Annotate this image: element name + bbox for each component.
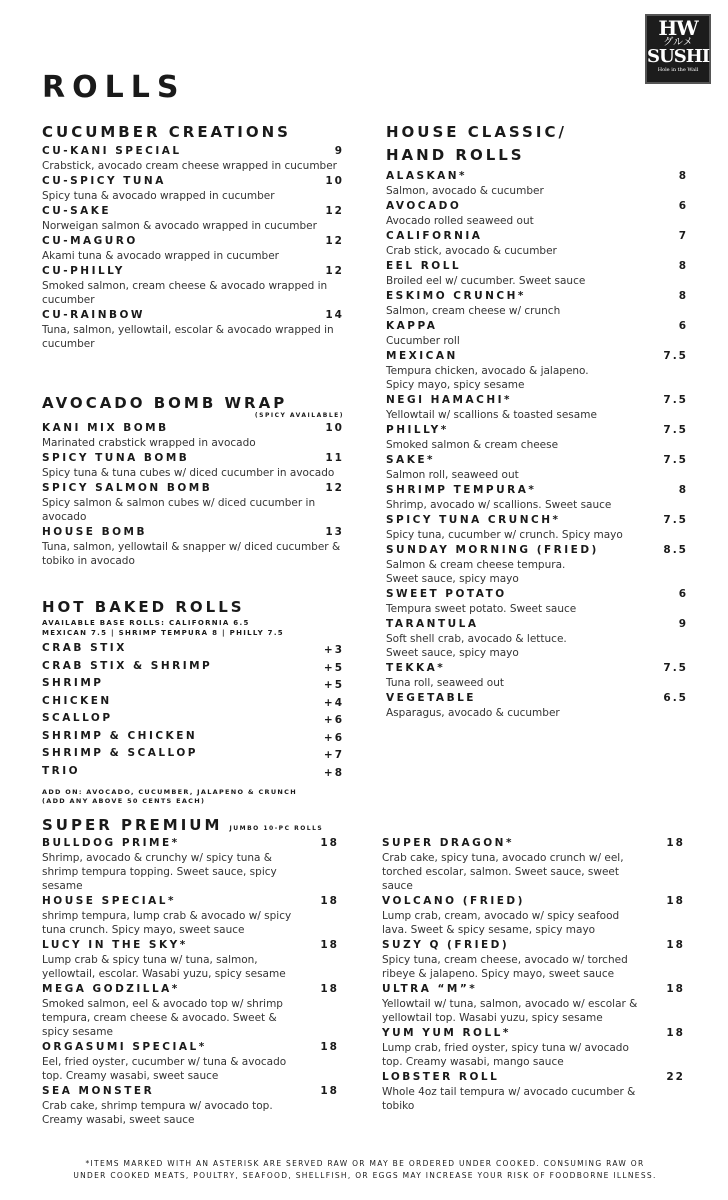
item-desc: Tuna roll, seaweed out: [386, 677, 504, 689]
item-price: 8: [678, 260, 688, 272]
item-name: ULTRA “M”*: [382, 983, 478, 995]
item-price: 8: [678, 170, 688, 182]
item-name: YUM YUM ROLL*: [382, 1027, 511, 1039]
menu-item: [42, 143, 344, 173]
raw-food-disclaimer: [20, 1158, 710, 1182]
item-name: SPICY TUNA BOMB: [42, 452, 190, 464]
item-name: TEKKA*: [386, 662, 446, 674]
menu-item: [386, 690, 688, 720]
super-premium-left: [42, 835, 339, 1127]
item-desc: Salmon & cream cheese tempura. Sweet sauce, spicy mayo: [386, 559, 566, 585]
item-price: +8: [323, 766, 344, 779]
item-name: CHICKEN: [42, 694, 112, 707]
item-price: 13: [325, 526, 344, 538]
menu-item: [386, 348, 688, 392]
menu-item: [386, 586, 688, 616]
menu-item: [386, 512, 688, 542]
item-name: AVOCADO: [386, 200, 462, 212]
item-desc: Eel, fried oyster, cucumber w/ tuna & avocado top. Creamy wasabi, sweet sauce: [42, 1056, 287, 1082]
menu-item: [42, 450, 344, 480]
item-desc: Akami tuna & avocado wrapped in cucumber: [42, 250, 279, 262]
section-title-house-classic-2: HAND ROLLS: [386, 146, 525, 164]
menu-item: [42, 745, 344, 763]
item-price: 7.5: [663, 662, 688, 674]
item-name: ESKIMO CRUNCH*: [386, 290, 526, 302]
item-name: CU-RAINBOW: [42, 309, 146, 321]
item-price: 18: [320, 983, 339, 995]
menu-item: [42, 728, 344, 746]
item-desc: Cucumber roll: [386, 335, 460, 347]
item-price: 12: [325, 235, 344, 247]
menu-item: [42, 937, 339, 981]
menu-item: [386, 542, 688, 586]
logo-line2: グルメ: [663, 37, 693, 48]
item-price: 18: [320, 1041, 339, 1053]
super-premium-right: [382, 835, 685, 1113]
item-price: 9: [334, 145, 344, 157]
menu-item: [386, 168, 688, 198]
item-name: SPICY TUNA CRUNCH*: [386, 514, 561, 526]
item-name: CU-SPICY TUNA: [42, 175, 166, 187]
item-price: 14: [325, 309, 344, 321]
item-price: +5: [323, 679, 344, 691]
item-price: 6.5: [663, 692, 688, 704]
item-desc: Spicy tuna & tuna cubes w/ diced cucumber in avocado: [42, 467, 335, 479]
item-name: CALIFORNIA: [386, 230, 483, 242]
disclaimer-line1: *ITEMS MARKED WITH AN ASTERISK ARE SERVED RAW OR MAY BE ORDERED UNDER COOKED. CONSUMING RAW OR: [85, 1159, 645, 1168]
item-name: SCALLOP: [42, 712, 113, 724]
item-name: VOLCANO (FRIED): [382, 895, 525, 907]
item-name: CU-KANI SPECIAL: [42, 145, 182, 157]
item-price: 18: [320, 1085, 339, 1097]
item-desc: Shrimp, avocado & crunchy w/ spicy tuna & shrimp tempura topping. Sweet sauce, spicy sesame: [42, 852, 277, 892]
item-price: 18: [666, 895, 685, 907]
item-desc: Marinated crabstick wrapped in avocado: [42, 437, 256, 449]
menu-item: [42, 307, 344, 351]
item-desc: Lump crab, fried oyster, spicy tuna w/ avocado top. Creamy wasabi, mango sauce: [382, 1042, 629, 1068]
item-name: BULLDOG PRIME*: [42, 837, 180, 849]
menu-item: [42, 658, 344, 676]
item-desc: Spicy tuna & avocado wrapped in cucumber: [42, 190, 275, 202]
menu-item: [382, 1069, 685, 1113]
menu-item: [42, 763, 344, 781]
menu-item: [42, 893, 339, 937]
item-name: MEXICAN: [386, 350, 458, 362]
item-price: 22: [666, 1071, 685, 1083]
item-name: SWEET POTATO: [386, 588, 507, 600]
item-price: 18: [666, 1027, 685, 1039]
hot-baked-section: [42, 596, 344, 806]
item-name: PHILLY*: [386, 424, 449, 436]
item-name: SUNDAY MORNING (FRIED): [386, 544, 599, 556]
logo-line1: HW: [658, 16, 698, 40]
item-price: 7.5: [663, 394, 688, 406]
item-price: 10: [325, 175, 344, 187]
item-price: 10: [325, 422, 344, 434]
item-desc: Crab cake, shrimp tempura w/ avocado top. Creamy wasabi, sweet sauce: [42, 1100, 273, 1126]
item-desc: Asparagus, avocado & cucumber: [386, 707, 560, 719]
item-name: SUZY Q (FRIED): [382, 939, 510, 951]
item-desc: Smoked salmon, cream cheese & avocado wrapped in cucumber: [42, 280, 328, 306]
item-desc: Yellowtail w/ scallions & toasted sesame: [386, 409, 597, 421]
section-title-house-classic-1: HOUSE CLASSIC/: [386, 123, 567, 141]
item-price: 7: [678, 230, 688, 242]
item-name: EEL ROLL: [386, 260, 462, 272]
item-desc: Crabstick, avocado cream cheese wrapped in cucumber: [42, 160, 337, 172]
item-name: TARANTULA: [386, 618, 479, 630]
item-price: +6: [323, 714, 344, 726]
hw-sushi-logo: [645, 14, 711, 84]
menu-item: [42, 675, 344, 693]
item-name: SHRIMP & CHICKEN: [42, 729, 198, 742]
menu-item: [382, 835, 685, 893]
menu-item: [386, 616, 688, 660]
item-desc: shrimp tempura, lump crab & avocado w/ spicy tuna crunch. Spicy mayo, sweet sauce: [42, 910, 292, 936]
section-title-hot-baked: HOT BAKED ROLLS: [42, 598, 245, 616]
menu-item: [382, 1025, 685, 1069]
menu-item: [386, 258, 688, 288]
item-desc: Spicy tuna, cream cheese, avocado w/ torched ribeye & jalapeno. Spicy mayo, sweet sauce: [382, 954, 628, 980]
base-rolls-line1: AVAILABLE BASE ROLLS: CALIFORNIA 6.5: [42, 619, 250, 627]
item-desc: Tuna, salmon, yellowtail, escolar & avocado wrapped in cucumber: [42, 324, 334, 350]
item-price: 6: [678, 200, 688, 212]
item-price: 7.5: [663, 424, 688, 436]
item-price: 7.5: [663, 350, 688, 362]
menu-item: [382, 893, 685, 937]
item-price: +4: [323, 696, 344, 709]
item-price: 8: [678, 484, 688, 496]
item-desc: Tempura chicken, avocado & jalapeno. Spicy mayo, spicy sesame: [386, 365, 589, 391]
item-price: 8.5: [663, 544, 688, 556]
cucumber-section: [42, 121, 344, 351]
add-on-line2: (ADD ANY ABOVE 50 CENTS EACH): [42, 797, 206, 805]
menu-item: [42, 640, 344, 658]
item-desc: Salmon, avocado & cucumber: [386, 185, 544, 197]
house-classic-section: [386, 121, 688, 720]
super-premium-header: [42, 814, 342, 836]
menu-item: [382, 981, 685, 1025]
item-desc: Whole 4oz tail tempura w/ avocado cucumber & tobiko: [382, 1086, 636, 1112]
item-name: SAKE*: [386, 454, 435, 466]
menu-item: [386, 452, 688, 482]
base-rolls-line2: MEXICAN 7.5 | SHRIMP TEMPURA 8 | PHILLY 7.5: [42, 629, 284, 637]
item-desc: Smoked salmon, eel & avocado top w/ shrimp tempura, cream cheese & avocado. Sweet & spicy sesame: [42, 998, 283, 1038]
menu-item: [386, 288, 688, 318]
item-desc: Avocado rolled seaweed out: [386, 215, 534, 227]
item-name: CRAB STIX: [42, 642, 127, 654]
item-name: SHRIMP: [42, 677, 104, 689]
item-price: 11: [325, 452, 344, 464]
menu-item: [42, 1039, 339, 1083]
item-name: SHRIMP & SCALLOP: [42, 747, 198, 759]
disclaimer-line2: UNDER COOKED MEATS, POULTRY, SEAFOOD, SHELLFISH, OR EGGS MAY INCREASE YOUR RISK OF FOODBORNE ILLNESS.: [73, 1171, 657, 1180]
section-title-cucumber: CUCUMBER CREATIONS: [42, 123, 291, 141]
item-desc: Lump crab, cream, avocado w/ spicy seafood lava. Sweet & spicy sesame, spicy mayo: [382, 910, 620, 936]
item-desc: Tempura sweet potato. Sweet sauce: [386, 603, 577, 615]
item-price: 18: [666, 983, 685, 995]
item-name: CU-MAGURO: [42, 235, 138, 247]
item-name: MEGA GODZILLA*: [42, 983, 180, 995]
logo-line3: SUSHI: [647, 46, 710, 67]
menu-item: [386, 482, 688, 512]
item-name: SEA MONSTER: [42, 1085, 155, 1097]
section-title-avocado: AVOCADO BOMB WRAP: [42, 394, 288, 412]
item-desc: Yellowtail w/ tuna, salmon, avocado w/ escolar & yellowtail top. Wasabi yuzu, spicy sesame: [382, 998, 638, 1024]
item-price: +3: [323, 644, 344, 656]
menu-item: [386, 660, 688, 690]
item-name: LOBSTER ROLL: [382, 1071, 500, 1083]
item-desc: Norweigan salmon & avocado wrapped in cucumber: [42, 220, 317, 232]
item-desc: Broiled eel w/ cucumber. Sweet sauce: [386, 275, 586, 287]
menu-item: [42, 420, 344, 450]
item-desc: Soft shell crab, avocado & lettuce. Sweet sauce, spicy mayo: [386, 633, 567, 659]
item-price: 6: [678, 320, 688, 332]
menu-item: [386, 318, 688, 348]
item-desc: Salmon, cream cheese w/ crunch: [386, 305, 561, 317]
item-desc: Crab cake, spicy tuna, avocado crunch w/ eel, torched escolar, salmon. Sweet sauce, sweet sauce: [382, 852, 624, 892]
item-desc: Smoked salmon & cream cheese: [386, 439, 559, 451]
item-price: 18: [320, 895, 339, 907]
item-name: ORGASUMI SPECIAL*: [42, 1041, 207, 1053]
item-desc: Salmon roll, seaweed out: [386, 469, 519, 481]
item-name: CU-SAKE: [42, 205, 112, 217]
menu-item: [42, 693, 344, 711]
item-desc: Shrimp, avocado w/ scallions. Sweet sauce: [386, 499, 612, 511]
item-price: +7: [323, 749, 344, 761]
menu-item: [42, 480, 344, 524]
item-name: CU-PHILLY: [42, 265, 125, 277]
item-desc: Spicy salmon & salmon cubes w/ diced cucumber in avocado: [42, 497, 316, 523]
menu-item: [42, 263, 344, 307]
item-name: TRIO: [42, 764, 81, 777]
item-name: SPICY SALMON BOMB: [42, 482, 213, 494]
item-price: +6: [323, 731, 344, 744]
item-price: 6: [678, 588, 688, 600]
menu-item: [42, 981, 339, 1039]
item-name: KANI MIX BOMB: [42, 422, 169, 434]
menu-item: [386, 228, 688, 258]
spicy-available-note: (SPICY AVAILABLE): [254, 412, 344, 419]
item-price: 18: [666, 939, 685, 951]
item-price: 7.5: [663, 514, 688, 526]
item-desc: Spicy tuna, cucumber w/ crunch. Spicy mayo: [386, 529, 623, 541]
logo-line4: Hole in the Wall: [657, 67, 699, 73]
menu-item: [386, 392, 688, 422]
item-price: 8: [678, 290, 688, 302]
item-name: LUCY IN THE SKY*: [42, 939, 188, 951]
item-price: 7.5: [663, 454, 688, 466]
menu-item: [42, 173, 344, 203]
jumbo-note: JUMBO 10-PC ROLLS: [229, 825, 324, 832]
item-name: HOUSE SPECIAL*: [42, 895, 176, 907]
item-price: 12: [325, 482, 344, 494]
menu-item: [382, 937, 685, 981]
item-name: KAPPA: [386, 320, 438, 332]
menu-item: [386, 422, 688, 452]
menu-item: [42, 1083, 339, 1127]
menu-item: [42, 710, 344, 728]
page-title: ROLLS: [42, 70, 186, 105]
menu-item: [42, 835, 339, 893]
menu-item: [42, 203, 344, 233]
item-price: 18: [666, 837, 685, 849]
item-price: 18: [320, 939, 339, 951]
add-on-line1: ADD ON: AVOCADO, CUCUMBER, JALAPENO & CRUNCH: [42, 788, 297, 796]
item-name: NEGI HAMACHI*: [386, 394, 513, 406]
item-name: SHRIMP TEMPURA*: [386, 484, 537, 496]
item-desc: Lump crab & spicy tuna w/ tuna, salmon, yellowtail, escolar. Wasabi yuzu, spicy sesame: [42, 954, 286, 980]
section-title-super-premium: SUPER PREMIUM: [42, 816, 223, 834]
menu-item: [42, 233, 344, 263]
avocado-section: [42, 392, 344, 568]
item-name: CRAB STIX & SHRIMP: [42, 659, 213, 672]
menu-item: [386, 198, 688, 228]
item-name: HOUSE BOMB: [42, 526, 148, 538]
item-name: ALASKAN*: [386, 170, 468, 182]
item-name: SUPER DRAGON*: [382, 837, 514, 849]
menu-item: [42, 524, 344, 568]
item-desc: Crab stick, avocado & cucumber: [386, 245, 557, 257]
item-price: 9: [678, 618, 688, 630]
item-price: 12: [325, 205, 344, 217]
item-price: +5: [323, 661, 344, 674]
item-price: 18: [320, 837, 339, 849]
item-name: VEGETABLE: [386, 692, 476, 704]
item-price: 12: [325, 265, 344, 277]
item-desc: Tuna, salmon, yellowtail & snapper w/ diced cucumber & tobiko in avocado: [42, 541, 341, 567]
